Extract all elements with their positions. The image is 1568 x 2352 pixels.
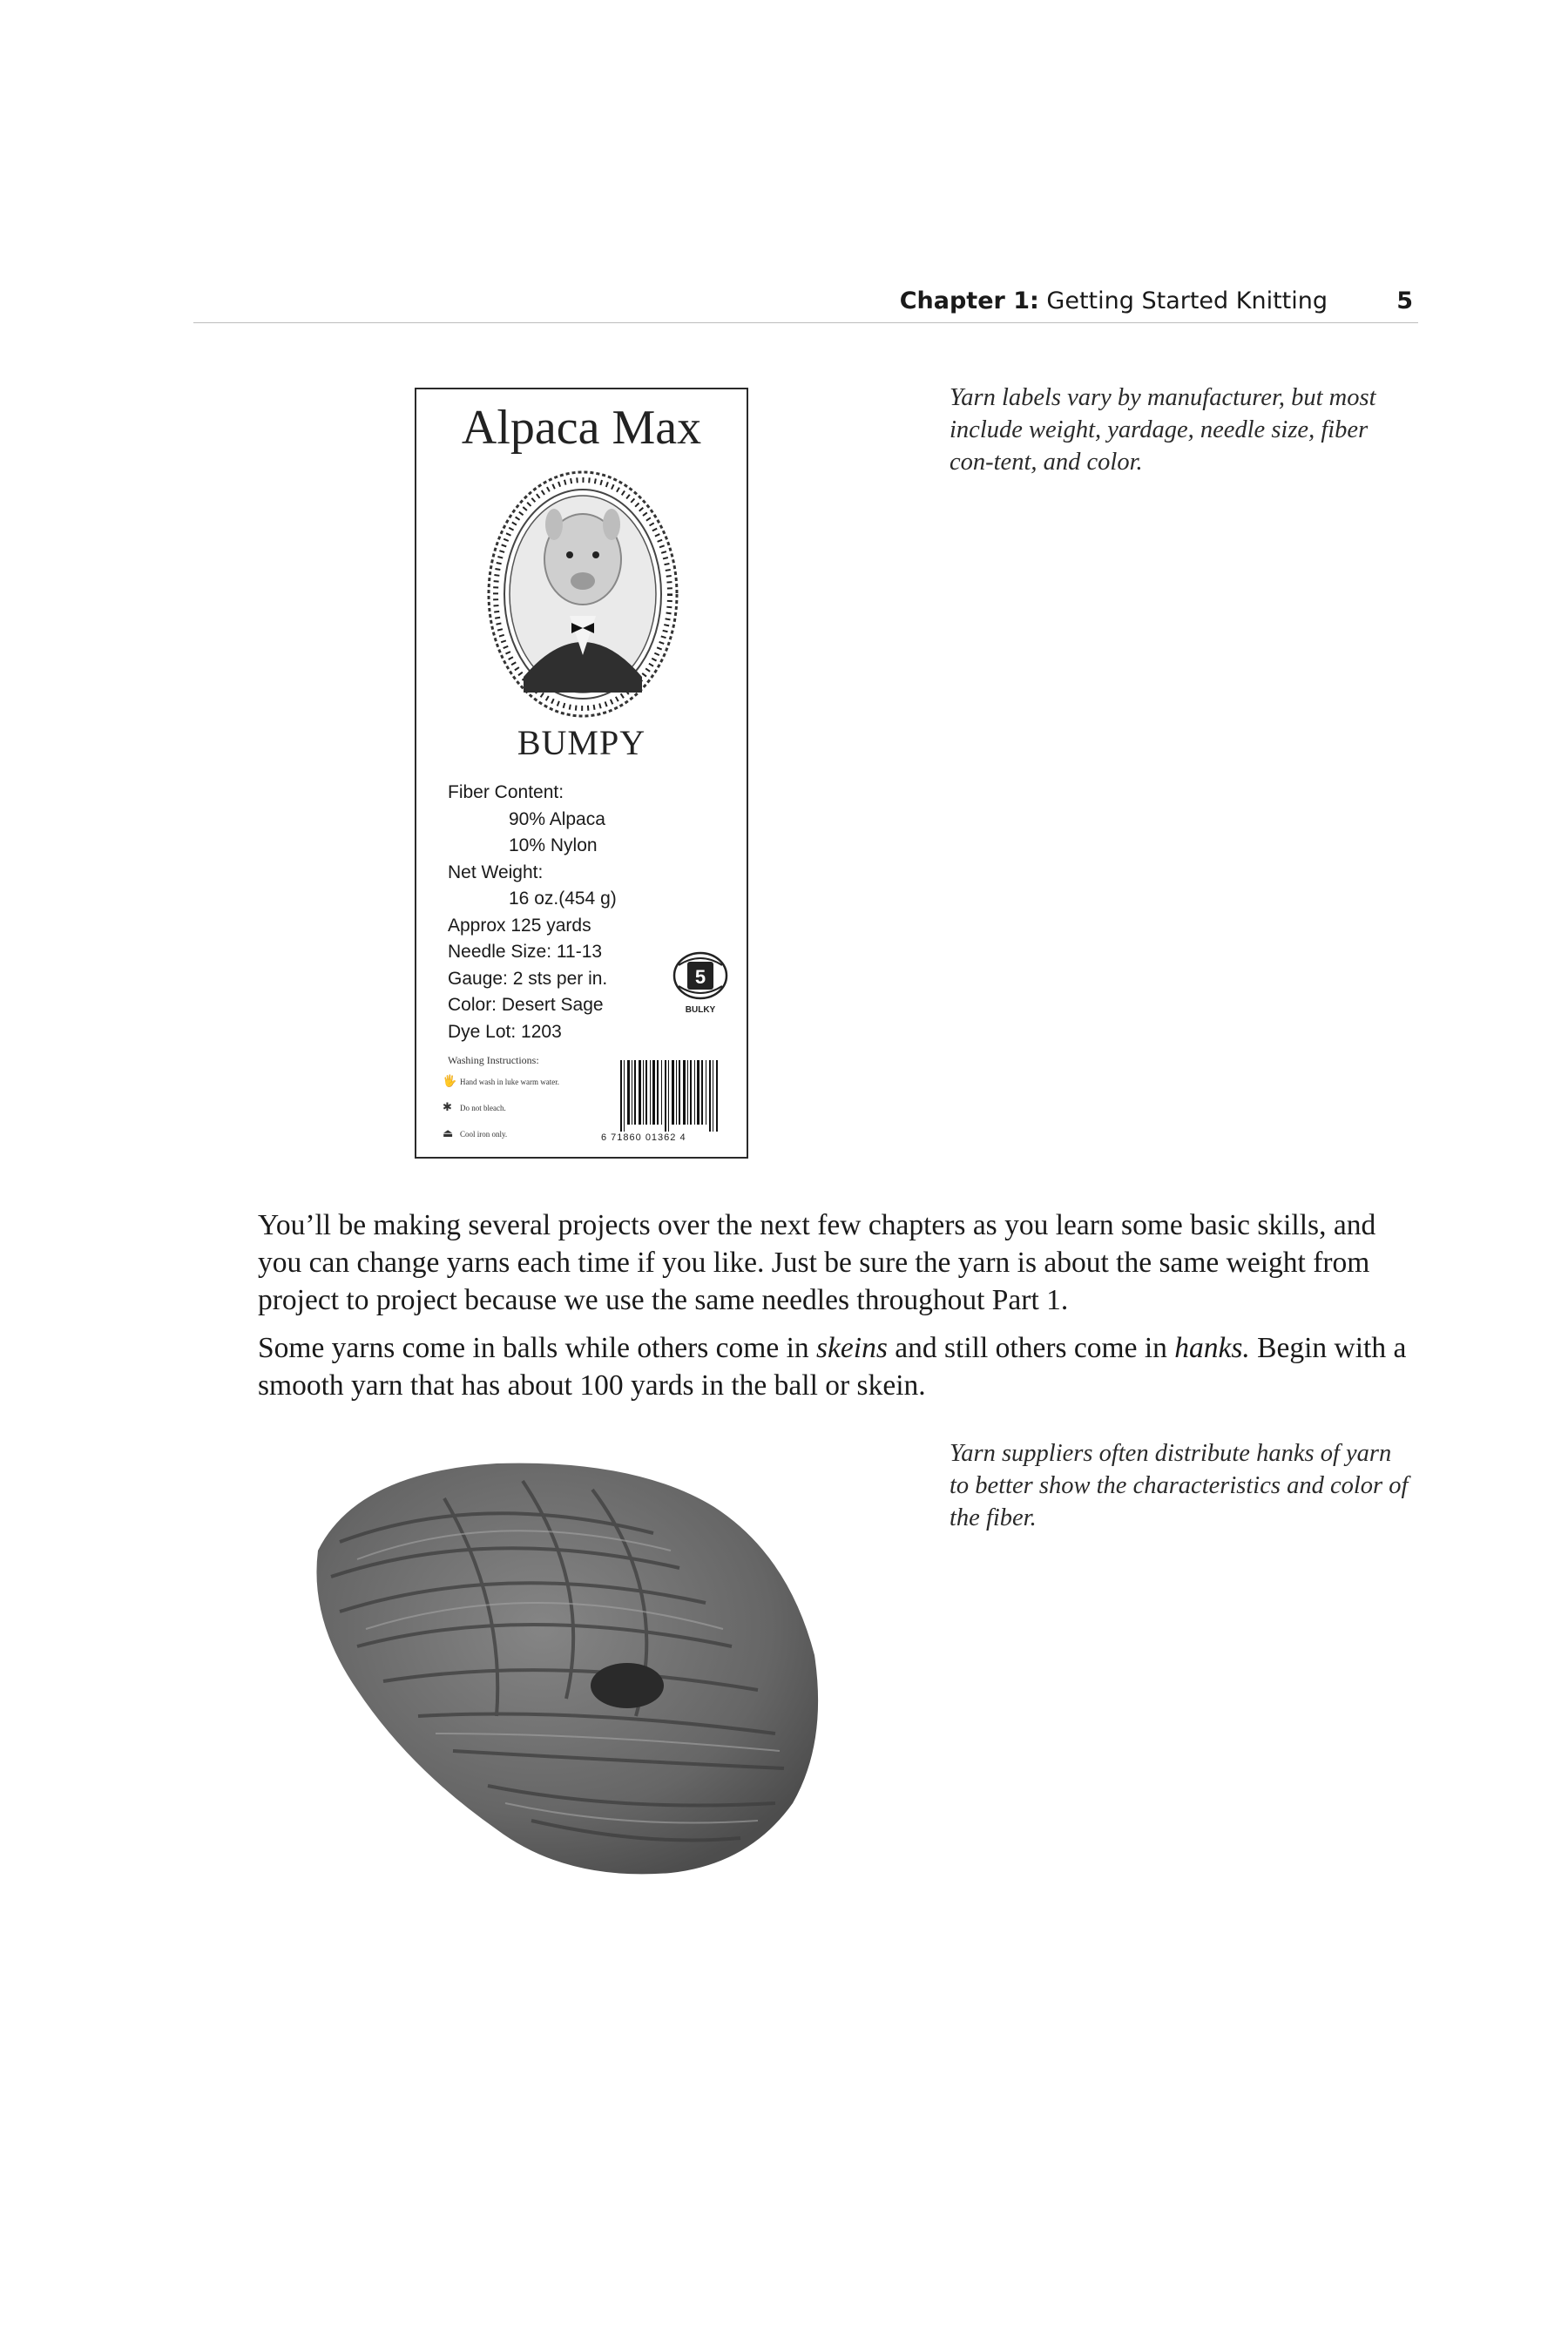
chapter-title: Getting Started Knitting bbox=[1046, 287, 1328, 314]
weight-name: BULKY bbox=[685, 1005, 716, 1015]
needle-size: Needle Size: 11-13 bbox=[448, 942, 603, 962]
running-header bbox=[193, 286, 1418, 323]
wash-text: Cool iron only. bbox=[460, 1130, 508, 1139]
term-hanks: hanks. bbox=[1174, 1332, 1250, 1364]
chapter-label: Chapter 1: bbox=[899, 287, 1039, 314]
net-weight-label: Net Weight: bbox=[448, 862, 544, 882]
cool-iron-icon: ⏏ bbox=[443, 1126, 454, 1139]
fiber-nylon: 10% Nylon bbox=[509, 835, 598, 855]
wash-instruction bbox=[443, 1100, 506, 1114]
label-brand: Alpaca Max bbox=[461, 401, 702, 455]
yardage: Approx 125 yards bbox=[448, 915, 591, 936]
barcode bbox=[618, 1060, 721, 1132]
yarn-label-image bbox=[415, 388, 748, 1159]
washing-instructions-title: Washing Instructions: bbox=[448, 1054, 539, 1066]
hand-wash-icon: 🖐 bbox=[443, 1074, 457, 1087]
term-skeins: skeins bbox=[816, 1332, 888, 1364]
wash-instruction bbox=[443, 1126, 507, 1140]
no-bleach-icon: ✱ bbox=[443, 1100, 452, 1113]
barcode-number: 6 71860 01362 4 bbox=[601, 1132, 686, 1143]
body-paragraph bbox=[258, 1329, 1425, 1404]
body-paragraph: You’ll be making several projects over the next few chapters as you learn some basic skills, and you can change yarns each time if you like. Just be sure the yarn is about the same weight from project to project because we use the same needles throughout Part 1. bbox=[258, 1209, 1376, 1316]
gauge: Gauge: 2 sts per in. bbox=[448, 968, 608, 989]
wash-text: Hand wash in luke warm water. bbox=[460, 1078, 559, 1086]
fiber-alpaca: 90% Alpaca bbox=[509, 808, 605, 829]
fiber-content-label: Fiber Content: bbox=[448, 782, 564, 802]
yarn-hank-photo bbox=[305, 1455, 828, 1882]
body-text-run: Some yarns come in balls while others come in bbox=[258, 1332, 817, 1364]
label-product-name: BUMPY bbox=[517, 723, 646, 762]
yarn-weight-icon bbox=[672, 950, 729, 1017]
color: Color: Desert Sage bbox=[448, 995, 604, 1015]
alpaca-portrait-illustration bbox=[484, 468, 681, 720]
body-text-run: Begin with a smooth yarn that has about 100 yards in the ball or skein. bbox=[258, 1332, 1407, 1402]
figure-caption-label: Yarn labels vary by manufacturer, but most include weight, yardage, needle size, fiber con-tent, and color. bbox=[950, 384, 1376, 476]
dye-lot: Dye Lot: 1203 bbox=[448, 1021, 562, 1042]
page-number: 5 bbox=[1396, 287, 1413, 314]
net-weight-value: 16 oz.(454 g) bbox=[509, 889, 617, 909]
wash-text: Do not bleach. bbox=[460, 1104, 506, 1112]
label-specs bbox=[448, 780, 617, 1045]
body-text-run: and still others come in bbox=[887, 1332, 1175, 1364]
wash-instruction bbox=[443, 1074, 559, 1088]
figure-caption-hank: Yarn suppliers often distribute hanks of yarn to better show the characteristics and color of the fiber. bbox=[950, 1440, 1409, 1531]
weight-number: 5 bbox=[694, 966, 706, 988]
chapter-heading bbox=[900, 287, 1328, 314]
